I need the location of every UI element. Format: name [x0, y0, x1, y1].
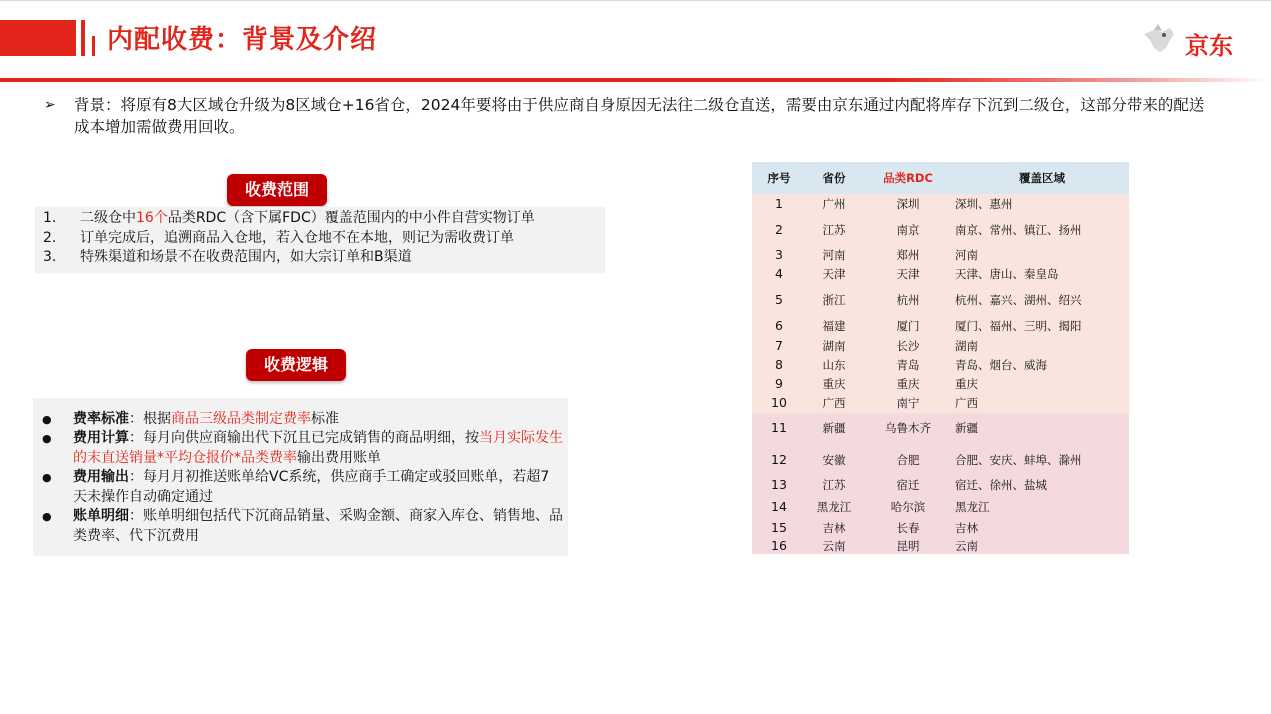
cell-coverage: 黑龙江 — [955, 500, 990, 514]
cell-coverage: 厦门、福州、三明、揭阳 — [955, 319, 1082, 333]
table-row — [752, 265, 1129, 283]
cell-coverage: 宿迁、徐州、盐城 — [955, 478, 1047, 492]
arrow-bullet-icon: ➢ — [44, 97, 56, 113]
cell-coverage: 新疆 — [955, 421, 978, 435]
table-row — [752, 476, 1129, 494]
cell-rdc: 重庆 — [896, 377, 920, 391]
table-row — [752, 291, 1129, 309]
scope-item: 3. 特殊渠道和场景不在收费范围内，如大宗订单和B渠道 — [43, 248, 535, 268]
cell-index: 3 — [775, 247, 783, 262]
cell-province: 黑龙江 — [816, 500, 852, 514]
cell-province: 河南 — [822, 248, 846, 262]
cell-index: 10 — [771, 395, 787, 410]
logic-box: ● 费率标准：根据商品三级品类制定费率标准 ● 费用计算：每月向供应商输出代下沉且已完成销售的商品明细，按当月实际发生的末直送销量*平均仓报价*品类费率输出费用账单 ● 费用输出：每月月初推送账单给VC系统，供应商手工确定或驳回账单，若超7天未操作自动确定通过 ● 账单明细：账单明细包括代下沉商品销量、采购金额、商家入库仓、销售地、品类费率、代下沉费用 — [33, 398, 568, 556]
cell-coverage: 深圳、惠州 — [955, 197, 1013, 211]
cell-province: 吉林 — [822, 521, 846, 535]
cell-rdc: 天津 — [896, 267, 920, 281]
item-number: 1. — [43, 210, 57, 226]
table-row — [752, 317, 1129, 335]
table-row — [752, 394, 1129, 412]
cell-province: 安徽 — [822, 453, 846, 467]
table-row — [752, 519, 1129, 537]
cell-index: 12 — [771, 452, 787, 467]
scope-box — [35, 207, 605, 273]
table-row — [752, 356, 1129, 374]
table-row — [752, 419, 1129, 437]
logic-label: 收费逻辑 — [246, 349, 346, 381]
cell-province: 山东 — [822, 358, 846, 372]
table-row — [752, 221, 1129, 239]
cell-province: 江苏 — [822, 223, 846, 237]
cell-index: 4 — [775, 266, 783, 281]
cell-coverage: 重庆 — [955, 377, 978, 391]
table-row — [752, 246, 1129, 264]
item-number: 2. — [43, 229, 57, 246]
col-header-rdc: 品类RDC — [883, 171, 933, 185]
cell-coverage: 杭州、嘉兴、湖州、绍兴 — [955, 293, 1082, 307]
cell-rdc: 长沙 — [896, 339, 920, 353]
cell-coverage: 天津、唐山、秦皇岛 — [955, 267, 1059, 281]
cell-province: 重庆 — [822, 377, 846, 391]
title-accent-stripe-short — [92, 36, 95, 56]
cell-index: 6 — [775, 318, 783, 333]
cell-rdc: 南京 — [896, 223, 920, 237]
cell-rdc: 厦门 — [896, 319, 920, 333]
cell-province: 天津 — [822, 267, 846, 281]
cell-province: 福建 — [822, 319, 846, 333]
cell-province: 新疆 — [822, 421, 846, 435]
cell-rdc: 南宁 — [896, 396, 920, 410]
page-title: 内配收费：背景及介绍 — [107, 25, 378, 55]
table-row — [752, 537, 1129, 555]
scope-item: 1. 二级仓中16个品类RDC（含下属FDC）覆盖范围内的中小件自营实物订单 — [43, 209, 535, 229]
table-row — [752, 375, 1129, 393]
table-header — [752, 162, 1129, 194]
bullet-dot-icon: ● — [42, 432, 52, 445]
cell-index: 13 — [771, 477, 787, 492]
cell-index: 8 — [775, 357, 783, 372]
cell-coverage: 广西 — [955, 396, 978, 410]
highlight-text: 16个 — [136, 210, 168, 226]
col-header-index: 序号 — [767, 171, 791, 185]
cell-province: 湖南 — [822, 339, 846, 353]
cell-rdc: 杭州 — [896, 293, 920, 307]
cell-coverage: 河南 — [955, 248, 978, 262]
jd-logo-text: 京东 — [1185, 32, 1233, 60]
cell-rdc: 深圳 — [896, 197, 920, 211]
cell-index: 5 — [775, 292, 783, 307]
cell-province: 云南 — [822, 539, 846, 553]
cell-coverage: 南京、常州、镇江、扬州 — [955, 223, 1082, 237]
cell-coverage: 合肥、安庆、蚌埠、滁州 — [955, 453, 1082, 467]
table-row — [752, 498, 1129, 516]
scope-label: 收费范围 — [227, 174, 327, 206]
title-accent-block — [0, 20, 76, 56]
cell-province: 广西 — [822, 396, 846, 410]
cell-rdc: 昆明 — [896, 539, 920, 553]
top-border — [0, 0, 1271, 1]
cell-rdc: 合肥 — [896, 453, 920, 467]
cell-coverage: 青岛、烟台、威海 — [955, 358, 1047, 372]
bullet-dot-icon: ● — [42, 413, 52, 426]
cell-index: 16 — [771, 538, 787, 553]
col-header-coverage: 覆盖区域 — [1019, 171, 1065, 185]
cell-index: 2 — [775, 222, 783, 237]
cell-rdc: 宿迁 — [896, 478, 920, 492]
cell-rdc: 长春 — [896, 521, 920, 535]
cell-rdc: 郑州 — [896, 248, 920, 262]
table-row — [752, 451, 1129, 469]
item-number: 3. — [43, 249, 57, 265]
cell-rdc: 乌鲁木齐 — [885, 421, 931, 435]
cell-index: 15 — [771, 520, 787, 535]
cell-index: 1 — [775, 196, 783, 211]
cell-province: 江苏 — [822, 478, 846, 492]
cell-coverage: 吉林 — [955, 521, 978, 535]
cell-province: 广州 — [822, 197, 846, 211]
table-row — [752, 195, 1129, 213]
title-accent-stripe — [81, 20, 85, 56]
cell-rdc: 青岛 — [896, 358, 920, 372]
bullet-dot-icon: ● — [42, 471, 52, 484]
table-row — [752, 337, 1129, 355]
cell-province: 浙江 — [822, 293, 846, 307]
cell-coverage: 云南 — [955, 539, 978, 553]
scope-list — [43, 209, 535, 268]
cell-index: 14 — [771, 499, 787, 514]
cell-index: 7 — [775, 338, 783, 353]
header-divider — [0, 78, 1271, 82]
background-text: 背景：将原有8大区域仓升级为8区域仓+16省仓，2024年要将由于供应商自身原因无法往二级仓直送，需要由京东通过内配将库存下沉到二级仓，这部分带来的配送成本增加需做费用回收。 — [74, 96, 1205, 136]
cell-rdc: 哈尔滨 — [890, 500, 926, 514]
bullet-dot-icon: ● — [42, 510, 52, 523]
scope-item: 2. 订单完成后，追溯商品入仓地，若入仓地不在本地，则记为需收费订单 — [43, 229, 535, 249]
cell-index: 11 — [771, 420, 787, 435]
col-header-province: 省份 — [822, 171, 846, 185]
cell-coverage: 湖南 — [955, 339, 978, 353]
cell-index: 9 — [775, 376, 783, 391]
